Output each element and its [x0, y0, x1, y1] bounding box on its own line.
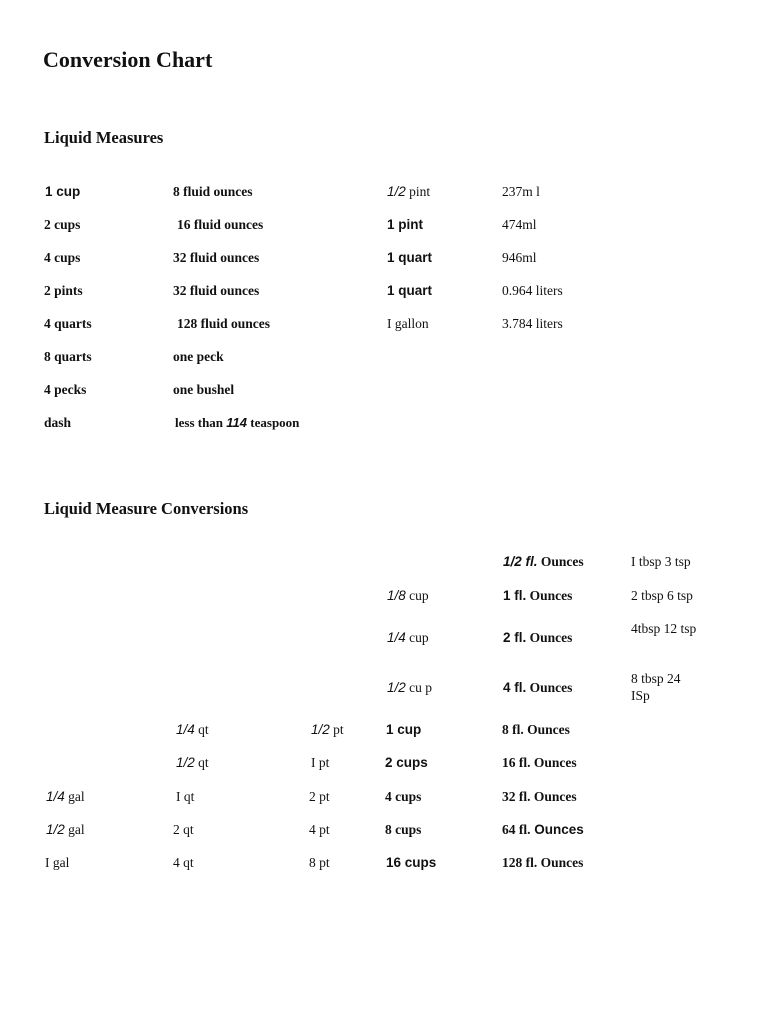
conv-cell: 16 cups [386, 855, 437, 870]
conv-cell: 128 fl. Ounces [502, 855, 584, 870]
lm-cell: 2 cups [44, 217, 81, 232]
lm-cell: one bushel [173, 382, 235, 397]
conv-cell: 2 qt [173, 822, 194, 837]
lm-cell: 1 pint [387, 217, 423, 232]
conv-cell: 1/2 qt [176, 755, 209, 770]
conv-cell: 4 pt [309, 822, 330, 837]
lm-cell: 4 cups [44, 250, 81, 265]
conv-cell: 4tbsp 12 tsp [631, 621, 697, 636]
conv-cell: 1/4 gal [46, 789, 85, 804]
lm-cell: 1 cup [45, 184, 81, 199]
page-title: Conversion Chart [43, 47, 213, 72]
conv-cell: 4 qt [173, 855, 194, 870]
lm-cell: I gallon [387, 316, 429, 331]
lm-cell: 1/2 pint [387, 184, 431, 199]
conv-cell: I qt [176, 789, 195, 804]
conv-cell: 1/4 cup [387, 630, 429, 645]
lm-cell: 2 pints [44, 283, 83, 298]
conv-cell: 16 fl. Ounces [502, 755, 577, 770]
lm-cell: 4 quarts [44, 316, 92, 331]
section-heading-liquid-measures: Liquid Measures [44, 128, 164, 147]
lm-cell: 4 pecks [44, 382, 87, 397]
conv-cell: 8 tbsp 24 ISp [631, 671, 681, 703]
conv-cell: 2 pt [309, 789, 330, 804]
lm-cell: one peck [173, 349, 224, 364]
conv-cell: 1 fl. Ounces [503, 588, 573, 603]
lm-cell: 32 fluid ounces [173, 283, 260, 298]
lm-cell: 128 fluid ounces [177, 316, 271, 331]
conv-cell: 8 cups [385, 822, 422, 837]
conv-cell: 1/4 qt [176, 722, 209, 737]
conv-cell: I gal [45, 855, 70, 870]
conv-cell: 2 tbsp 6 tsp [631, 588, 693, 603]
lm-cell: 1 quart [387, 250, 433, 265]
conv-cell: 1/2 pt [311, 722, 344, 737]
lm-cell: 946ml [502, 250, 537, 265]
lm-cell: 1 quart [387, 283, 433, 298]
lm-cell: dash [44, 415, 72, 430]
lm-cell: less than 114 teaspoon [175, 415, 300, 430]
lm-cell: 16 fluid ounces [177, 217, 264, 232]
conv-cell: 2 cups [385, 755, 428, 770]
lm-cell: 32 fluid ounces [173, 250, 260, 265]
lm-cell: 0.964 liters [502, 283, 563, 298]
conv-cell: I pt [311, 755, 330, 770]
lm-cell: 237m l [502, 184, 540, 199]
lm-cell: 474ml [502, 217, 537, 232]
conv-cell: 32 fl. Ounces [502, 789, 577, 804]
conv-cell: 1 cup [386, 722, 422, 737]
conv-cell: I tbsp 3 tsp [631, 554, 691, 569]
conv-cell: 4 cups [385, 789, 422, 804]
conv-cell: 64 fl. Ounces [502, 822, 584, 837]
lm-cell: 3.784 liters [502, 316, 563, 331]
lm-cell: 8 fluid ounces [173, 184, 253, 199]
conv-cell: 1/2 fl. Ounces [503, 554, 584, 569]
conv-cell: 4 fl. Ounces [503, 680, 573, 695]
conv-cell: 1/8 cup [387, 588, 429, 603]
lm-cell: 8 quarts [44, 349, 92, 364]
conv-cell: 8 fl. Ounces [502, 722, 570, 737]
conv-cell: 1/2 cu p [387, 680, 433, 695]
section-heading-liquid-measure-conversions: Liquid Measure Conversions [44, 499, 249, 518]
conv-cell: 8 pt [309, 855, 330, 870]
conv-cell: 2 fl. Ounces [503, 630, 573, 645]
conv-cell: 1/2 gal [46, 822, 85, 837]
